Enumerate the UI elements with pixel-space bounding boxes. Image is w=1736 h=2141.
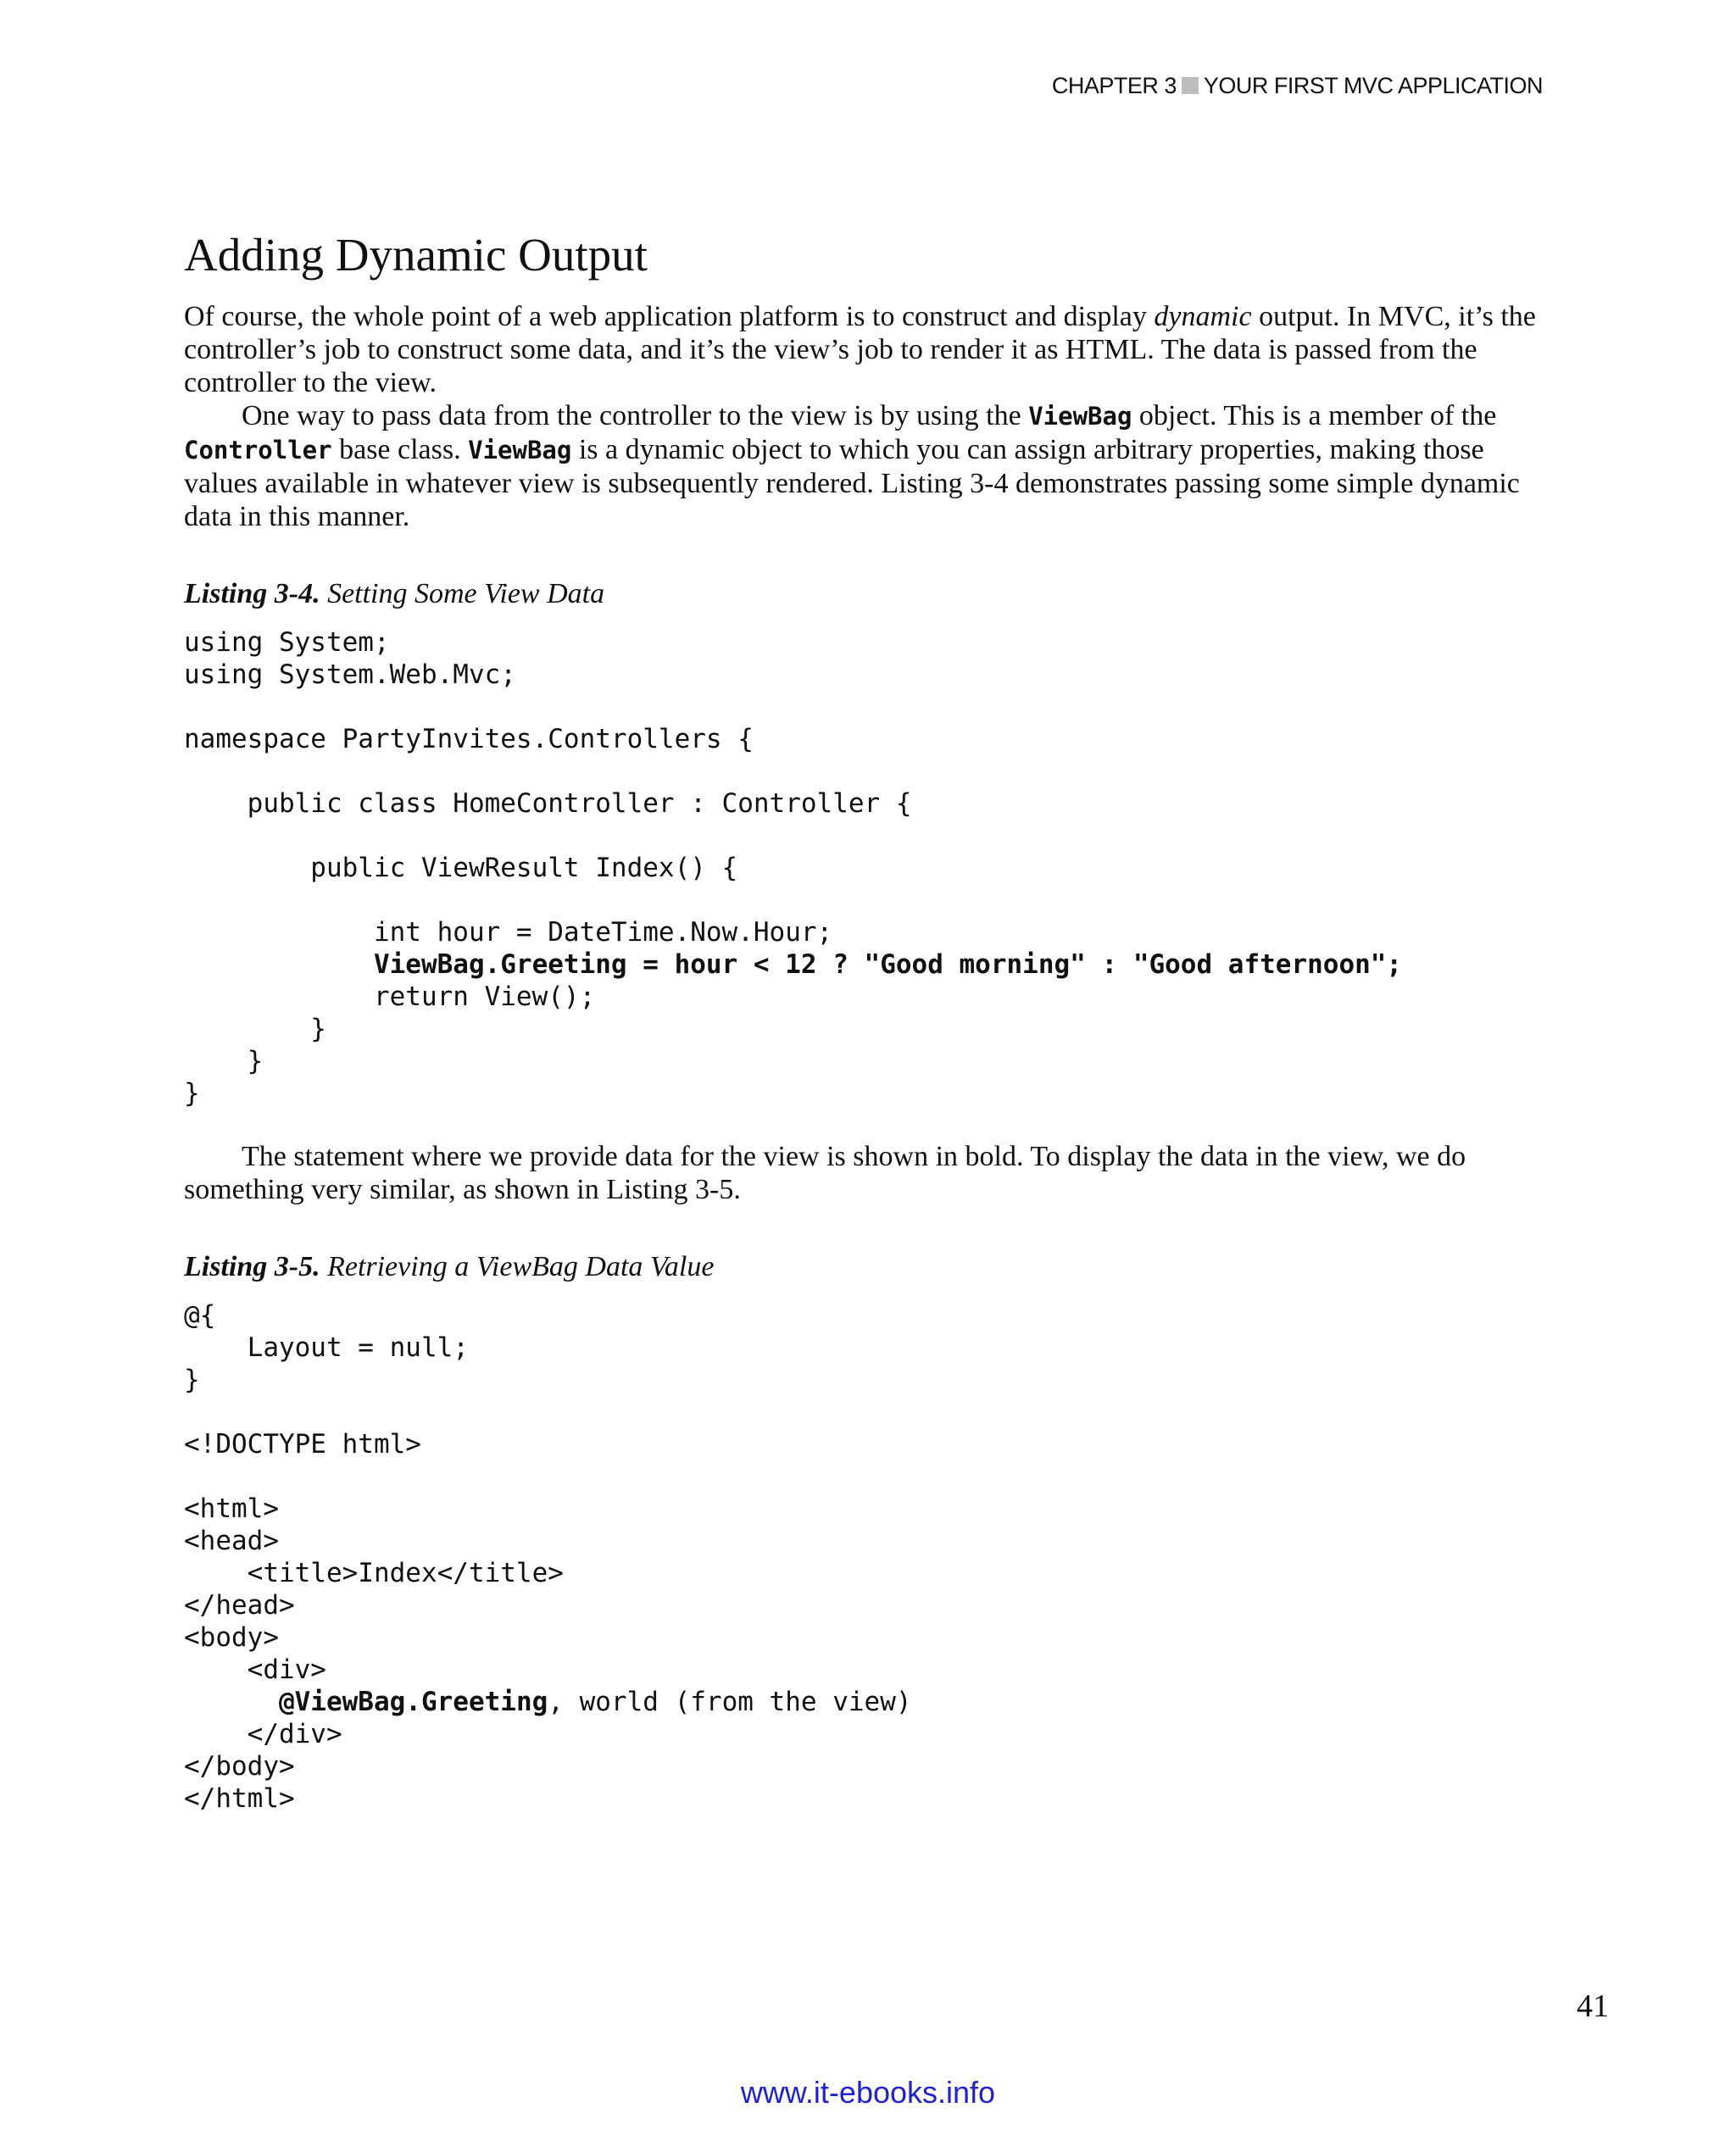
code-line: } xyxy=(184,1014,326,1044)
code-line xyxy=(184,691,1540,723)
code-line xyxy=(184,755,1540,787)
inline-code-controller: Controller xyxy=(184,436,332,464)
listing-label: Listing 3-5. xyxy=(184,1251,320,1282)
listing-label: Listing 3-4. xyxy=(184,578,320,609)
code-line: </head> xyxy=(184,1590,295,1621)
paragraph-bold-statement: The statement where we provide data for the view is shown in bold. To display the data in the view, we do something very similar, as shown in Listing 3-5. xyxy=(184,1141,1466,1205)
code-indent xyxy=(184,1687,279,1717)
code-line: @{ xyxy=(184,1300,216,1331)
code-line: </html> xyxy=(184,1783,295,1814)
listing-3-4-code xyxy=(184,626,1540,1109)
paragraph-text: output. In MVC, it’s the controller’s job to construct some data, and it’s the view’s job to render it as HTML. The data is passed from the controller to the view. xyxy=(184,301,1536,398)
code-line: </div> xyxy=(184,1719,342,1749)
square-bullet-icon xyxy=(1182,77,1199,94)
code-line: <!DOCTYPE html> xyxy=(184,1429,421,1460)
code-line: } xyxy=(184,1078,200,1109)
code-line: <div> xyxy=(184,1654,326,1685)
chapter-number: CHAPTER 3 xyxy=(1051,73,1177,98)
footer-link[interactable]: www.it-ebooks.info xyxy=(740,2075,996,2110)
chapter-title: YOUR FIRST MVC APPLICATION xyxy=(1203,73,1543,98)
listing-title: Setting Some View Data xyxy=(327,578,605,609)
code-line: public ViewResult Index() { xyxy=(184,853,738,883)
code-line: Layout = null; xyxy=(184,1332,469,1363)
running-head xyxy=(1052,73,1543,99)
paragraph-intro xyxy=(184,300,1540,399)
listing-3-5-code xyxy=(184,1299,1540,1815)
paragraph-text: One way to pass data from the controller to the view is by using the xyxy=(242,400,1029,431)
listing-3-4-caption xyxy=(184,577,1540,611)
code-line: public class HomeController : Controller { xyxy=(184,788,912,819)
paragraph-text: base class. xyxy=(331,434,469,465)
code-line: <html> xyxy=(184,1493,279,1524)
code-greeting-rest: , world (from the view) xyxy=(548,1687,912,1717)
code-line: } xyxy=(184,1046,264,1076)
listing-3-5-caption xyxy=(184,1250,1540,1284)
code-line: return View(); xyxy=(184,982,596,1012)
code-line xyxy=(184,1396,1540,1428)
section-heading: Adding Dynamic Output xyxy=(184,229,648,281)
code-line xyxy=(184,820,1540,852)
paragraph-text: Of course, the whole point of a web application platform is to construct and display xyxy=(184,301,1155,332)
inline-code-viewbag: ViewBag xyxy=(468,436,572,464)
code-line xyxy=(184,1460,1540,1493)
code-line: </body> xyxy=(184,1751,295,1782)
code-line: using System; xyxy=(184,627,390,658)
code-bold-greeting: @ViewBag.Greeting xyxy=(278,1687,548,1717)
code-line: } xyxy=(184,1365,200,1395)
code-line-highlighted: ViewBag.Greeting = hour < 12 ? "Good morning" : "Good afternoon"; xyxy=(184,949,1403,980)
paragraph-text: object. This is a member of the xyxy=(1132,400,1497,431)
code-line: <title>Index</title> xyxy=(184,1558,564,1588)
inline-code-viewbag: ViewBag xyxy=(1028,402,1132,431)
code-line xyxy=(184,884,1540,916)
paragraph-text: is a dynamic object to which you can assign arbitrary properties, making those values available in whatever view is subsequently rendered. Listing 3-4 demonstrates passing some simple dynamic data in this manner. xyxy=(184,434,1520,532)
emphasis-dynamic: dynamic xyxy=(1154,301,1252,332)
code-line: <head> xyxy=(184,1526,279,1556)
code-line-greeting xyxy=(184,1686,1540,1718)
listing-title: Retrieving a ViewBag Data Value xyxy=(327,1251,715,1282)
code-line: namespace PartyInvites.Controllers { xyxy=(184,724,754,754)
page-content xyxy=(184,227,1540,1815)
code-line: int hour = DateTime.Now.Hour; xyxy=(184,917,833,948)
page-number: 41 xyxy=(1577,1988,1609,2024)
code-line: using System.Web.Mvc; xyxy=(184,659,516,690)
paragraph-viewbag xyxy=(184,399,1540,533)
code-line: <body> xyxy=(184,1622,279,1653)
